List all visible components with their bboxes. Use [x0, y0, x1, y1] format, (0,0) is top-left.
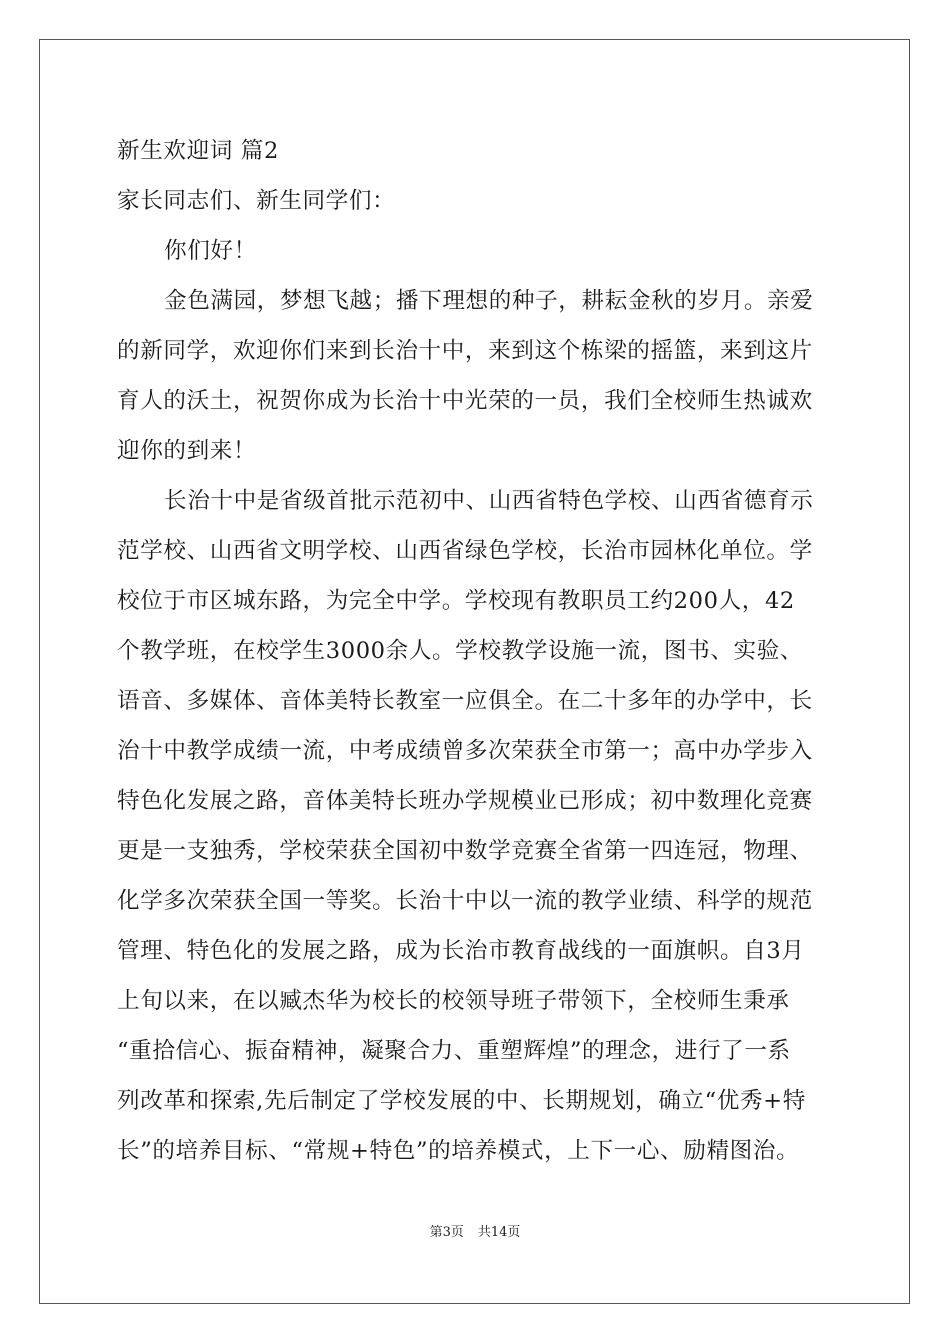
paragraph-line: 育人的沃土，祝贺你成为长治十中光荣的一员，我们全校师生热诚欢: [117, 388, 813, 414]
paragraph-line: 化学多次荣获全国一等奖。长治十中以一流的教学业绩、科学的规范: [117, 888, 813, 914]
page-number: 第3页: [429, 1225, 464, 1240]
paragraph-line: 长”的培养目标、“常规+特色”的培养模式，上下一心、励精图治。: [117, 1138, 800, 1164]
page-total: 共14页: [477, 1225, 521, 1240]
paragraph-line: 迎你的到来！: [117, 438, 257, 464]
page-footer: [0, 1221, 950, 1240]
paragraph-line: 校位于市区城东路，为完全中学。学校现有教职员工约200人，42: [117, 588, 795, 614]
paragraph-line: 范学校、山西省文明学校、山西省绿色学校，长治市园林化单位。学: [117, 538, 813, 564]
paragraph-line: 上旬以来，在以臧杰华为校长的校领导班子带领下，全校师生秉承: [117, 988, 790, 1014]
greeting: 你们好！: [164, 238, 257, 264]
paragraph-line: 管理、特色化的发展之路，成为长治市教育战线的一面旗帜。自3月: [117, 938, 805, 964]
salutation: 家长同志们、新生同学们：: [117, 188, 396, 214]
document-heading: 新生欢迎词 篇2: [117, 138, 279, 164]
paragraph-line: 个教学班，在校学生3000余人。学校教学设施一流，图书、实验、: [117, 638, 804, 664]
paragraph-line: “重拾信心、振奋精神，凝聚合力、重塑辉煌”的理念，进行了一系: [117, 1038, 791, 1064]
paragraph-line: 长治十中是省级首批示范初中、山西省特色学校、山西省德育示: [164, 488, 814, 514]
paragraph-line: 更是一支独秀，学校荣获全国初中数学竞赛全省第一四连冠，物理、: [117, 838, 813, 864]
paragraph-line: 特色化发展之路，音体美特长班办学规模业已形成；初中数理化竞赛: [117, 788, 813, 814]
paragraph-line: 列改革和探索,先后制定了学校发展的中、长期规划，确立“优秀+特: [117, 1088, 806, 1114]
paragraph-line: 治十中教学成绩一流，中考成绩曾多次荣获全市第一；高中办学步入: [117, 738, 813, 764]
paragraph-line: 金色满园，梦想飞越；播下理想的种子，耕耘金秋的岁月。亲爱: [164, 288, 814, 314]
paragraph-line: 语音、多媒体、音体美特长教室一应俱全。在二十多年的办学中，长: [117, 688, 813, 714]
paragraph-line: 的新同学，欢迎你们来到长治十中，来到这个栋梁的摇篮，来到这片: [117, 338, 813, 364]
